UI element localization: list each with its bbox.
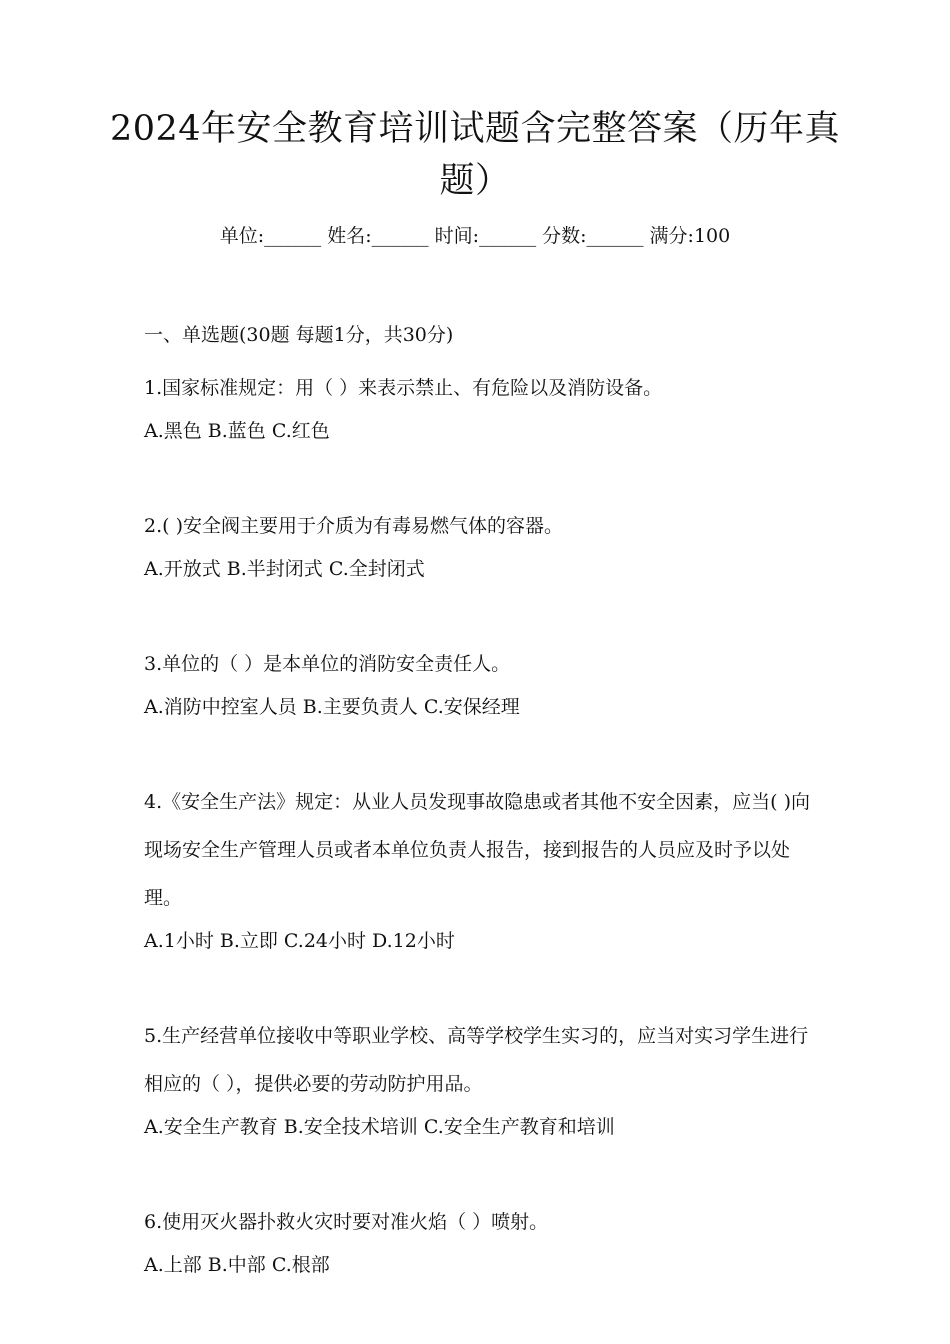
question-stem: 1.国家标准规定：用（ ）来表示禁止、有危险以及消防设备。: [144, 377, 663, 399]
question-spacer: [144, 1144, 814, 1198]
question-spacer: [144, 448, 814, 502]
question-options: A.消防中控室人员 B.主要负责人 C.安保经理: [144, 696, 520, 718]
question-spacer: [144, 586, 814, 640]
question-item: [144, 364, 814, 448]
question-stem: 6.使用灭火器扑救火灾时要对准火焰（ ）喷射。: [144, 1211, 549, 1233]
question-options: A.黑色 B.蓝色 C.红色: [144, 420, 330, 442]
question-item: [144, 640, 814, 724]
question-item: [144, 1012, 814, 1144]
question-options: A.上部 B.中部 C.根部: [144, 1254, 330, 1276]
exam-info-line: 单位:______ 姓名:______ 时间:______ 分数:______ 满分:100: [219, 225, 731, 247]
question-item: [144, 778, 814, 958]
question-item: [144, 502, 814, 586]
question-list: [144, 318, 814, 1282]
question-options: A.开放式 B.半封闭式 C.全封闭式: [144, 558, 425, 580]
question-stem: 5.生产经营单位接收中等职业学校、高等学校学生实习的，应当对实习学生进行相应的（ ），提供必要的劳动防护用品。: [144, 1025, 809, 1095]
section-heading: 一、单选题(30题 每题1分，共30分): [144, 324, 454, 346]
question-item: [144, 1198, 814, 1282]
question-spacer: [144, 958, 814, 1012]
question-options: A.安全生产教育 B.安全技术培训 C.安全生产教育和培训: [144, 1116, 615, 1138]
question-options: A.1小时 B.立即 C.24小时 D.12小时: [144, 930, 455, 952]
question-spacer: [144, 724, 814, 778]
document-title: 2024年安全教育培训试题含完整答案（历年真题）: [109, 109, 841, 201]
question-stem: 4.《安全生产法》规定：从业人员发现事故隐患或者其他不安全因素，应当( )向现场安全生产管理人员或者本单位负责人报告，接到报告的人员应及时予以处理。: [144, 791, 810, 909]
question-stem: 3.单位的（ ）是本单位的消防安全责任人。: [144, 653, 511, 675]
question-stem: 2.( )安全阀主要用于介质为有毒易燃气体的容器。: [144, 515, 563, 537]
